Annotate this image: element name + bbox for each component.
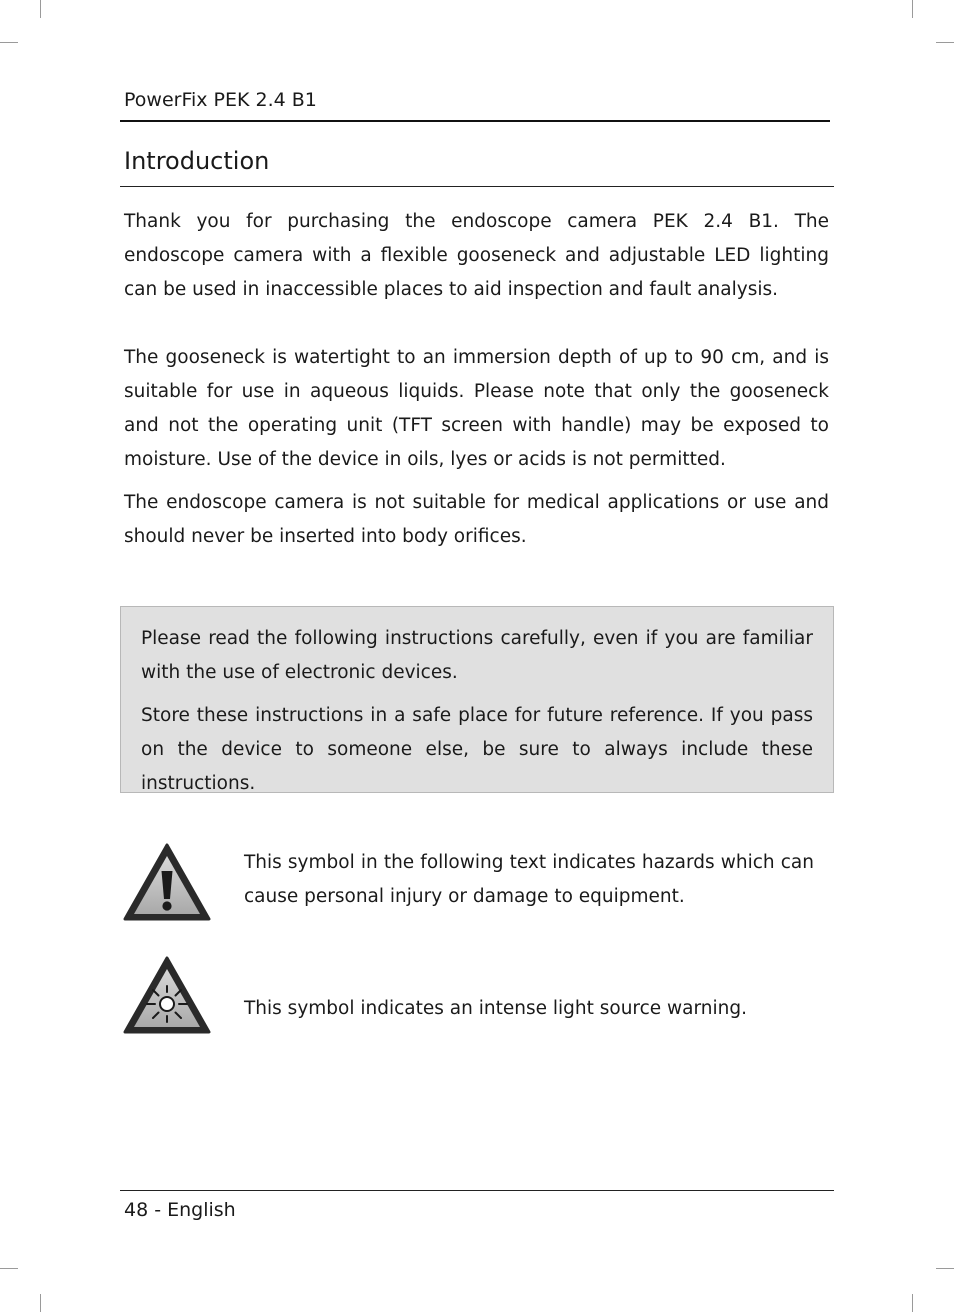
crop-mark: [912, 0, 913, 18]
running-header: PowerFix PEK 2.4 B1: [124, 89, 317, 111]
footer-divider: [120, 1190, 834, 1191]
crop-mark: [0, 42, 18, 43]
note-paragraph: Please read the following instructions carefully, even if you are familiar with the use of electronic devices.: [141, 628, 813, 683]
crop-mark: [936, 42, 954, 43]
warning-exclamation-icon: [123, 843, 211, 921]
instructions-note-box: [120, 606, 834, 793]
light-symbol-description: This symbol indicates an intense light source warning.: [244, 998, 748, 1019]
crop-mark: [0, 1268, 18, 1269]
note-paragraph: Store these instructions in a safe place for future reference. If you pass on the device to someone else, be sure to always include these instructions.: [141, 705, 813, 794]
medical-warning-paragraph: The endoscope camera is not suitable for medical applications or use and should never be inserted into body orifices.: [124, 492, 829, 547]
waterproof-paragraph: The gooseneck is watertight to an immersion depth of up to 90 cm, and is suitable for use in aqueous liquids. Please note that only the gooseneck and not the operating unit (TFT screen with handle) may be exposed to moisture. Use of the device in oils, lyes or acids is not permitted.: [124, 347, 829, 470]
hazard-symbol-description: This symbol in the following text indicates hazards which can cause personal injury or damage to equipment.: [244, 852, 814, 907]
crop-mark: [40, 1294, 41, 1312]
crop-mark: [40, 0, 41, 18]
crop-mark: [912, 1294, 913, 1312]
section-title: Introduction: [124, 147, 270, 175]
page-number: 48 - English: [124, 1199, 236, 1221]
intense-light-warning-icon: [123, 956, 211, 1034]
intro-paragraph: Thank you for purchasing the endoscope camera PEK 2.4 B1. The endoscope camera with a flexible gooseneck and adjustable LED lighting can be used in inaccessible places to aid inspection and fault analysis.: [124, 211, 829, 300]
header-divider: [120, 120, 830, 122]
crop-mark: [936, 1268, 954, 1269]
section-divider: [120, 186, 834, 187]
